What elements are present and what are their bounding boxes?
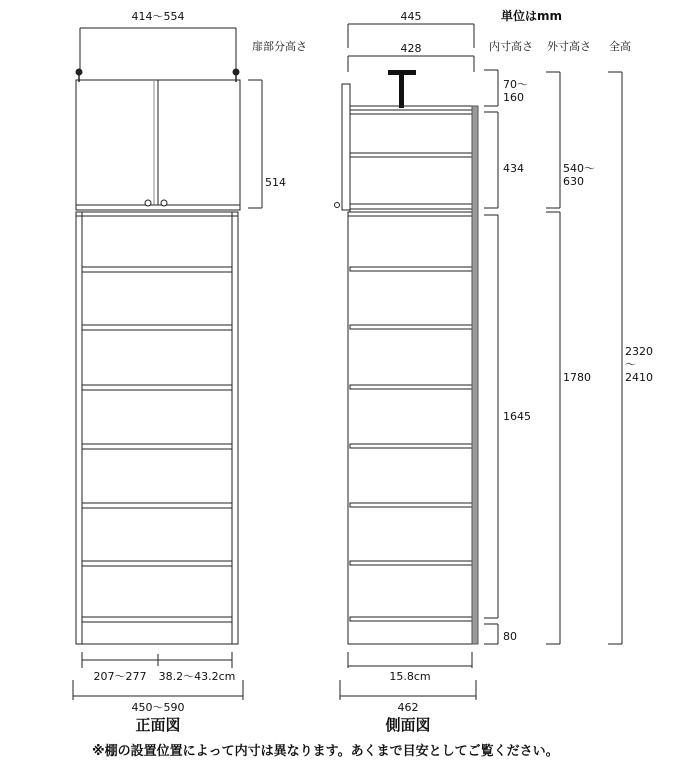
front-bottom-inner-right: 38.2～43.2cm	[158, 670, 236, 683]
units-label: 単位はmm	[501, 9, 563, 23]
header-outer-height: 外寸高さ	[547, 40, 591, 53]
front-top-width: 414～554	[131, 10, 185, 23]
dim-upper-inner: 434	[503, 162, 524, 175]
dim-upper-gap: 70～ 160	[503, 78, 528, 104]
front-bottom-overall: 450～590	[131, 701, 185, 714]
side-view-caption: 側面図	[385, 716, 431, 734]
door-height-value: 514	[265, 176, 286, 189]
side-bottom-inner: 15.8cm	[389, 670, 431, 683]
door-height-label: 扉部分高さ	[252, 40, 307, 53]
labels	[94, 8, 654, 734]
side-lower-unit	[348, 212, 474, 644]
front-bottom-inner-left: 207～277	[93, 670, 147, 683]
door-knob-right	[161, 200, 167, 206]
lower-shelf-unit	[76, 212, 238, 644]
side-shelves	[350, 267, 472, 621]
dim-base: 80	[503, 630, 517, 643]
front-view	[73, 28, 262, 700]
door-knob-left	[145, 200, 151, 206]
header-total-height: 全高	[609, 40, 631, 53]
tension-pole	[388, 70, 416, 108]
side-top-inner: 428	[400, 42, 422, 55]
front-view-caption: 正面図	[135, 716, 181, 734]
side-top-outer: 445	[400, 10, 422, 23]
footnote: ※棚の設置位置によって内寸は異なります。あくまで目安としてご覧ください。	[92, 744, 559, 759]
front-shelves	[82, 267, 232, 622]
dim-lower-outer: 1780	[563, 371, 591, 384]
side-upper-cabinet	[342, 84, 350, 210]
back-panel	[472, 106, 478, 644]
header-inner-height: 内寸高さ	[489, 40, 533, 53]
dim-total: 2320 ～ 2410	[625, 345, 653, 384]
side-view	[335, 24, 623, 700]
side-bottom-overall: 462	[397, 701, 419, 714]
dim-lower-inner: 1645	[503, 410, 531, 423]
dim-upper-outer: 540～ 630	[563, 162, 595, 188]
